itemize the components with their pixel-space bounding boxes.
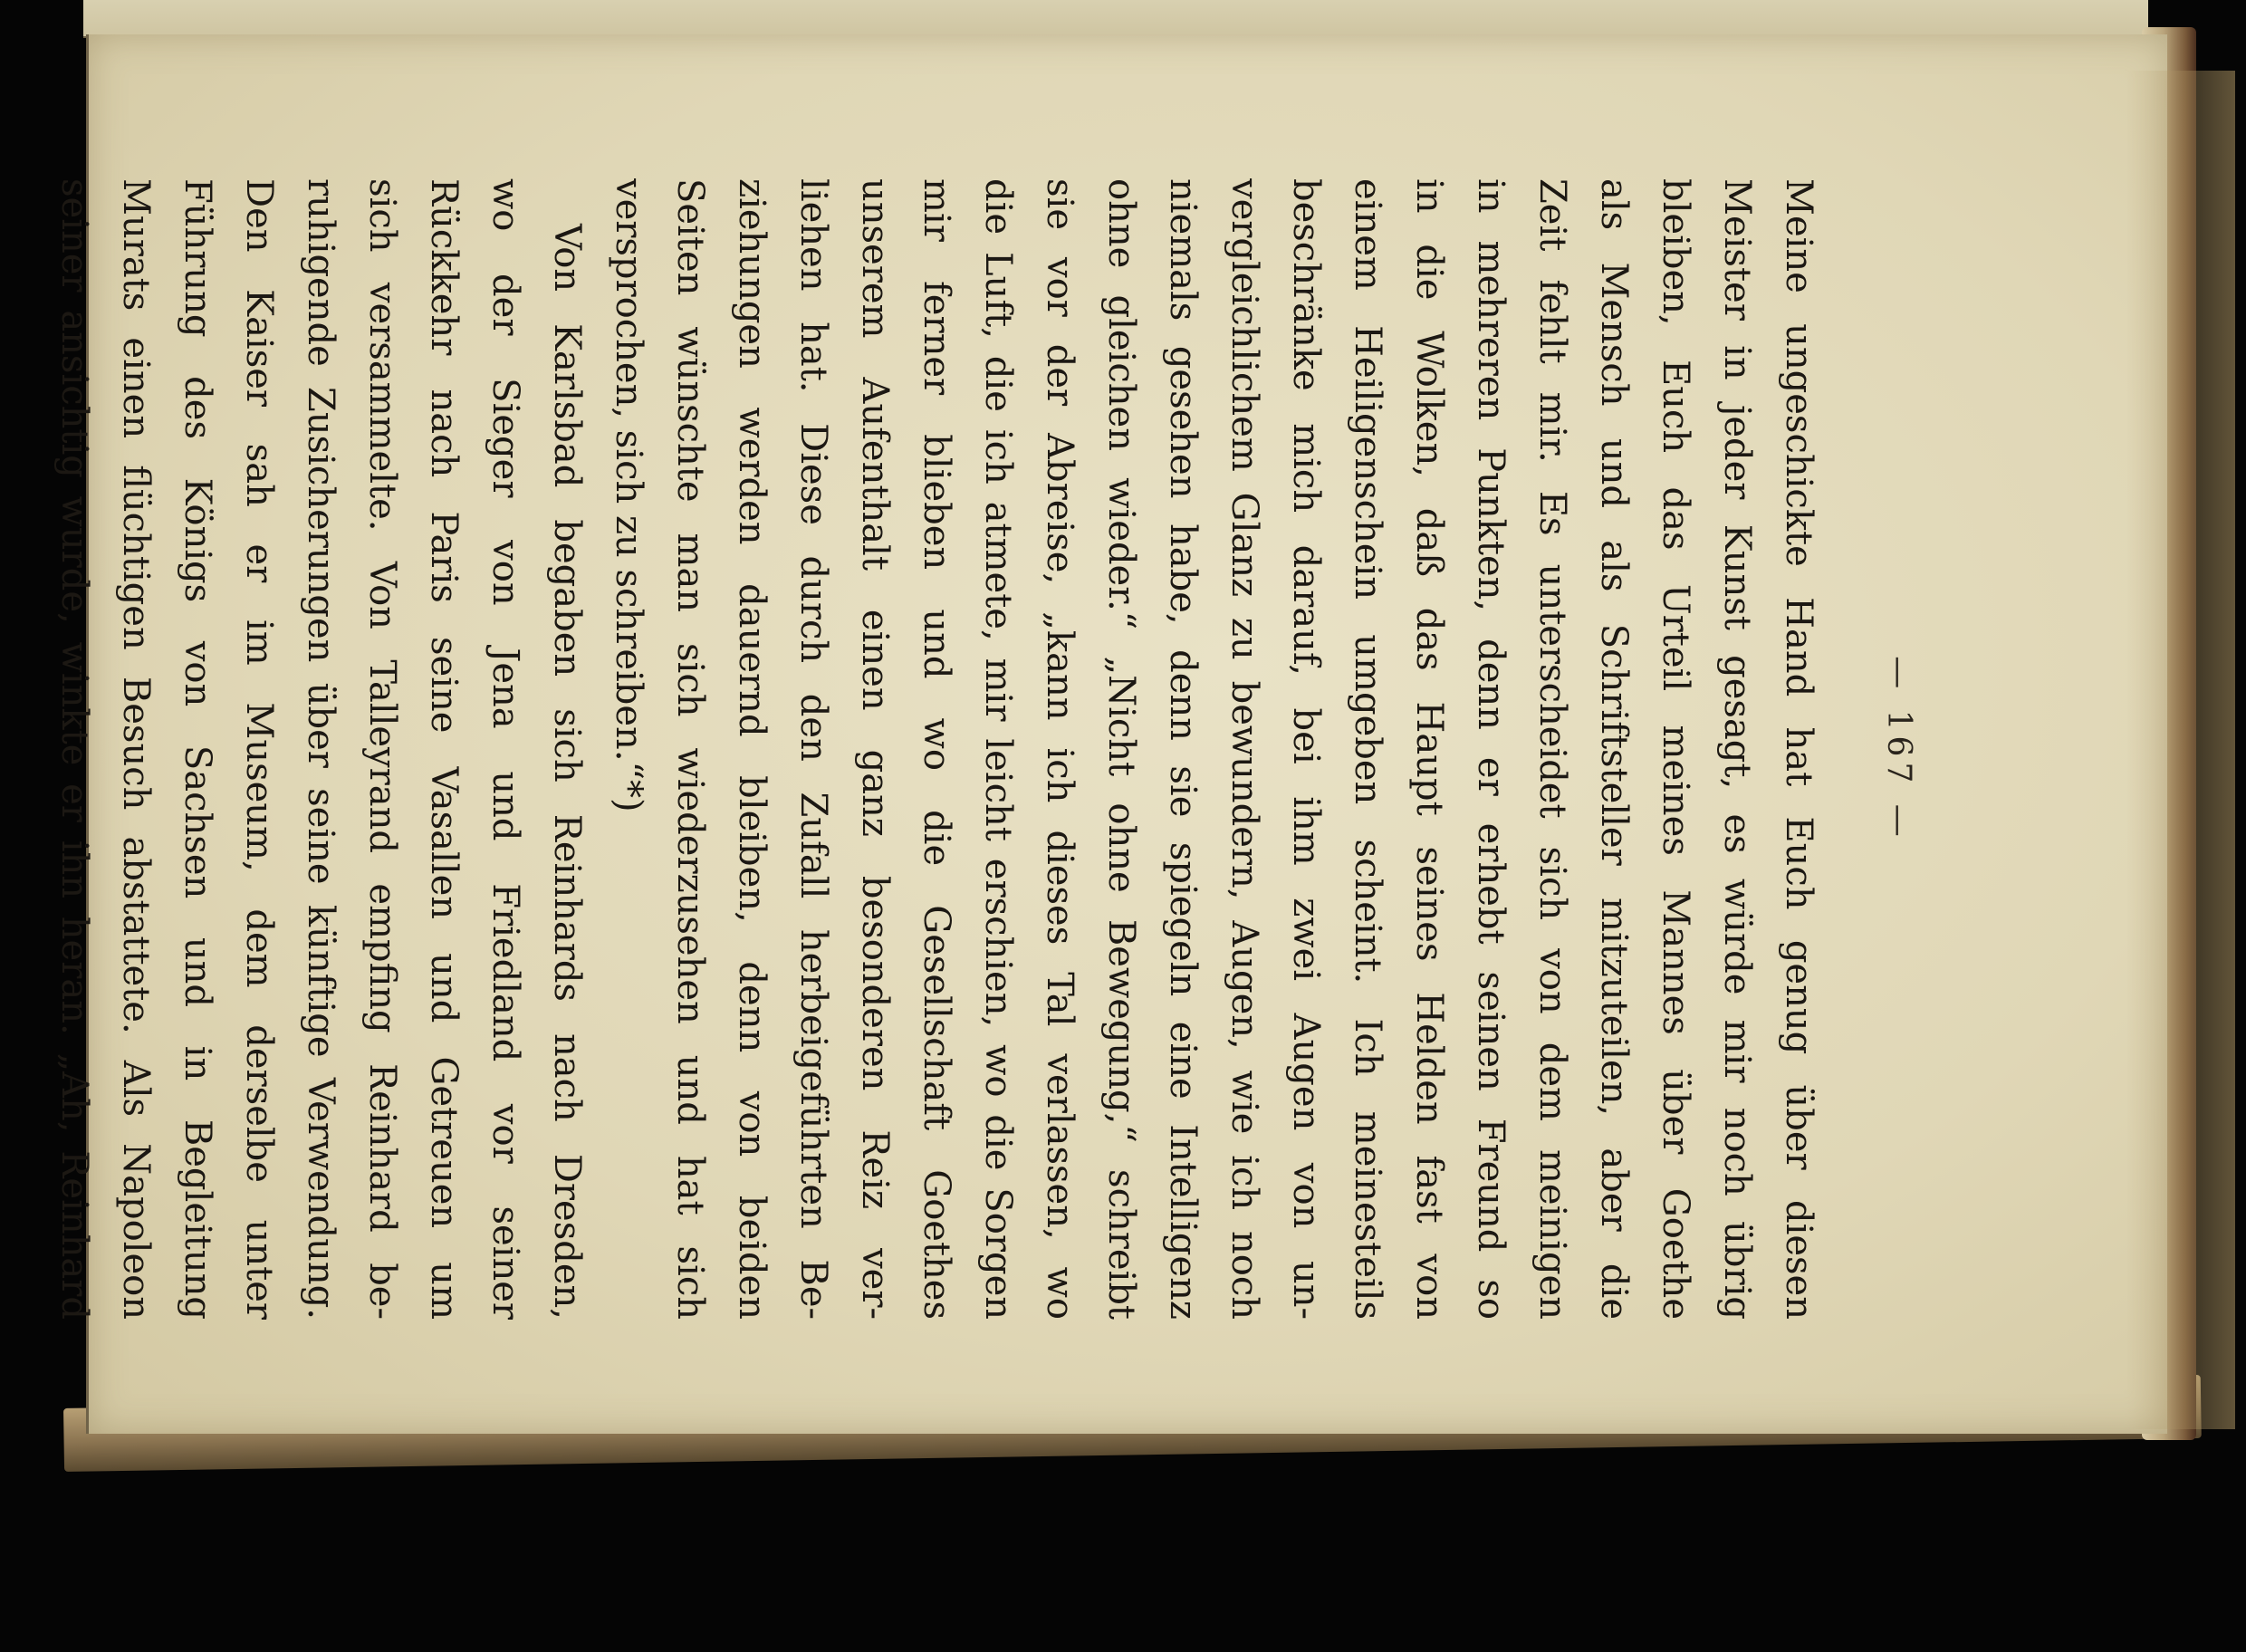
text-line: Führung des Königs von Sachsen und in Begleitung: [177, 178, 218, 1320]
text-line: sich versammelte. Von Talleyrand empfing Reinhard be-: [361, 178, 403, 1320]
page-number: — 167 —: [1880, 656, 1917, 842]
text-line: einem Heiligenschein umgeben scheint. Ich meinesteils: [1347, 178, 1388, 1320]
text-line: Murats einen flüchtigen Besuch abstattete. Als Napoleon: [115, 178, 157, 1320]
text-line: Zeit fehlt mir. Es unterscheidet sich von dem meinigen: [1531, 178, 1573, 1320]
text-line: Den Kaiser sah er im Museum, dem derselbe unter: [238, 178, 280, 1320]
text-line: Meister in jeder Kunst gesagt, es würde mir noch übrig: [1716, 178, 1758, 1320]
text-line: mir ferner blieben und wo die Gesellschaft Goethes: [916, 178, 957, 1320]
rotated-text-block: [53, 178, 1917, 1320]
text-line: in mehreren Punkten, denn er erhebt seinen Freund so: [1470, 178, 1512, 1320]
text-line: als Mensch und als Schriftsteller mitzuteilen, aber die: [1593, 178, 1635, 1320]
text-line: seiner ansichtig wurde, winkte er ihn heran. „Ah, Reinhard: [53, 178, 95, 1320]
text-line: in die Wolken, daß das Haupt seines Helden fast von: [1408, 178, 1450, 1320]
text-line: liehen hat. Diese durch den Zufall herbeigeführten Be-: [792, 178, 834, 1320]
text-line: ruhigende Zusicherungen über seine künftige Verwendung.: [300, 178, 341, 1320]
text-line: ziehungen werden dauernd bleiben, denn von beiden: [731, 178, 773, 1320]
text-line: sie vor der Abreise, „kann ich dieses Tal verlassen, wo: [1039, 178, 1080, 1320]
text-line: beschränke mich darauf, bei ihm zwei Augen von un-: [1285, 178, 1327, 1320]
text-line: niemals gesehen habe, denn sie spiegeln eine Intelligenz: [1162, 178, 1204, 1320]
text-line: Von Karlsbad begaben sich Reinhards nach Dresden,: [546, 224, 588, 1320]
body-text: [43, 178, 1829, 1320]
text-line: unserem Aufenthalt einen ganz besonderen Reiz ver-: [854, 178, 896, 1320]
text-line: versprochen, sich zu schreiben.“*): [608, 178, 649, 812]
text-line: Seiten wünschte man sich wiederzusehen und hat sich: [669, 178, 711, 1320]
text-line: wo der Sieger von Jena und Friedland vor seiner: [485, 178, 526, 1320]
text-line: Rückkehr nach Paris seine Vasallen und Getreuen um: [423, 178, 465, 1320]
text-line: ohne gleichen wieder.“ „Nicht ohne Bewegung,“ schreibt: [1100, 178, 1142, 1320]
text-line: vergleichlichem Glanz zu bewundern, Augen, wie ich noch: [1224, 178, 1265, 1320]
text-line: die Luft, die ich atmete, mir leicht erschien, wo die Sorgen: [977, 178, 1019, 1320]
text-line: bleiben, Euch das Urteil meines Mannes über Goethe: [1655, 178, 1696, 1320]
text-line: Meine ungeschickte Hand hat Euch genug über diesen: [1778, 178, 1819, 1320]
previous-page-edge: [83, 0, 2148, 38]
